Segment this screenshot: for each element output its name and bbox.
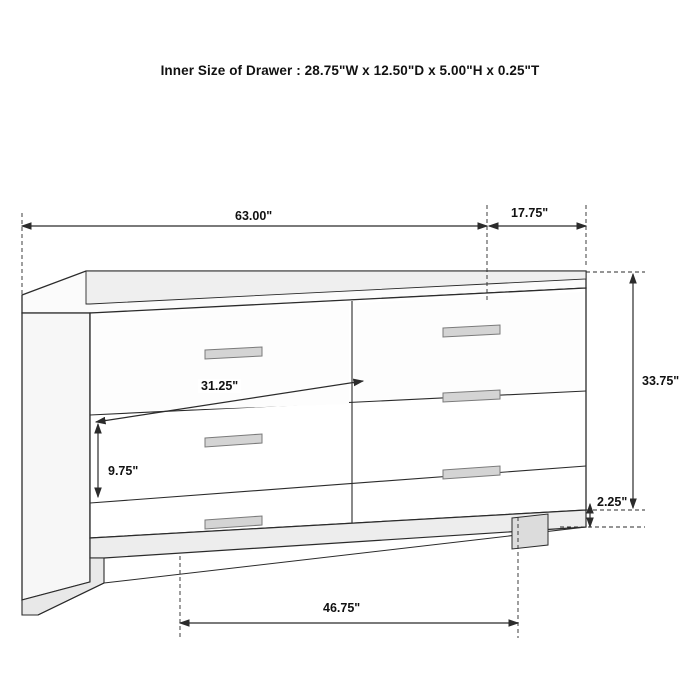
label-overall-width: 63.00" xyxy=(232,209,275,223)
dresser-illustration xyxy=(22,271,586,615)
dresser-base-foot-right xyxy=(512,514,548,549)
drawer-face-top-right xyxy=(355,292,583,401)
page-title: Inner Size of Drawer : 28.75"W x 12.50"D x 5.00"H x 0.25"T xyxy=(160,63,540,78)
label-base-width: 46.75" xyxy=(320,601,363,615)
label-drawer-height: 9.75" xyxy=(105,464,141,478)
label-overall-height: 33.75" xyxy=(639,374,682,388)
label-drawer-width: 31.25" xyxy=(198,379,241,393)
dresser-left-side-panel xyxy=(22,313,90,600)
label-base-height: 2.25" xyxy=(594,495,630,509)
label-depth: 17.75" xyxy=(508,206,551,220)
